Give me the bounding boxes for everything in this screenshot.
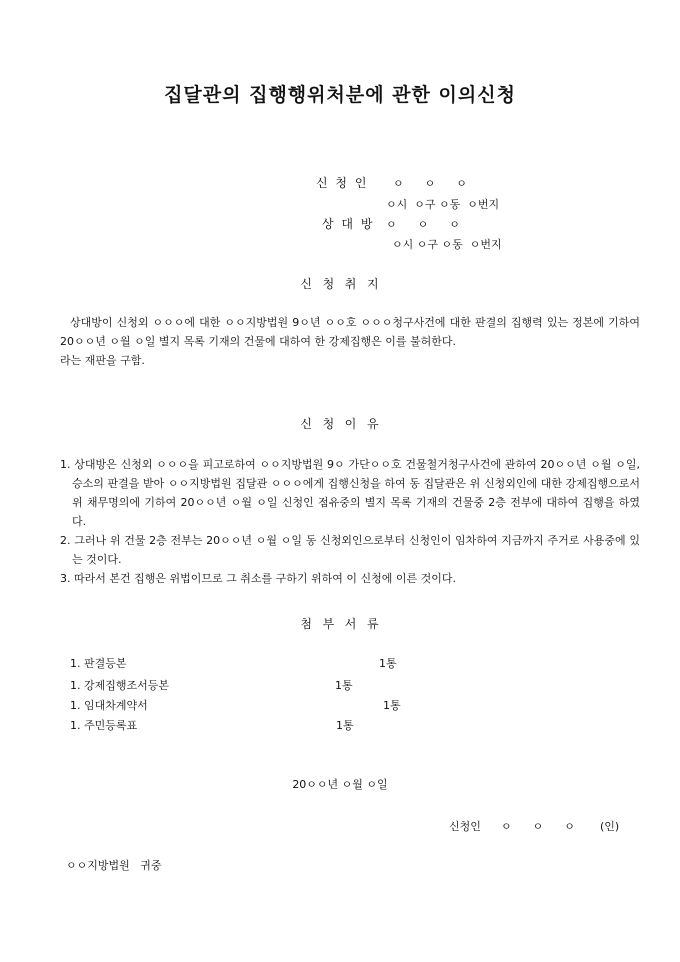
attachment-name: 1. 판결등본 (70, 657, 127, 670)
purpose-paragraph: 상대방이 신청외 ㅇㅇㅇ에 대한 ㅇㅇ지방법원 9ㅇ년 ㅇㅇ호 ㅇㅇㅇ청구사건에 대한 판결의 집행력 있는 정본에 기하여 20ㅇㅇ년 ㅇ월 ㅇ일 별지 목록 기재의 건물에 대하여 한 강제집행은 이를 불허한다. (60, 316, 640, 348)
reasons-heading: 신 청 이 유 (300, 417, 380, 431)
purpose-body (60, 313, 640, 370)
attachment-name: 1. 주민등록표 (70, 719, 138, 732)
applicant-address: ㅇ시 ㅇ구 ㅇ동 ㅇ번지 (386, 198, 500, 211)
respondent-name: ㅇ ㅇ ㅇ (386, 218, 460, 231)
reasons-body (60, 455, 640, 588)
purpose-heading: 신 청 취 지 (300, 277, 380, 291)
attachment-count: 1통 (383, 699, 401, 712)
attachment-name: 1. 임대차계약서 (70, 699, 148, 712)
recipient-court: ㅇㅇ지방법원 귀중 (66, 859, 162, 872)
attachment-count: 1통 (336, 719, 354, 732)
seal-mark: (인) (600, 820, 620, 833)
reason-item: 2. 그러나 위 건물 2층 전부는 20ㅇㅇ년 ㅇ월 ㅇ일 동 신청외인으로부터 신청인이 임차하여 지금까지 주거로 사용중에 있는 것이다. (60, 534, 640, 566)
attachment-count: 1통 (379, 657, 397, 670)
attachments-heading: 첨 부 서 류 (300, 617, 380, 631)
document-date: 20ㅇㅇ년 ㅇ월 ㅇ일 (292, 778, 388, 791)
reason-item: 1. 상대방은 신청외 ㅇㅇㅇ을 피고로하여 ㅇㅇ지방법원 9ㅇ 가단ㅇㅇ호 건물철거청구사건에 관하여 20ㅇㅇ년 ㅇ월 ㅇ일, 승소의 판결을 받아 ㅇㅇ지방법원 집달관 ㅇㅇㅇ에게 집행신청을 하여 동 집달관은 위 신청외인에 대한 강제집행으로서 위 채무명의에 기하여 20ㅇㅇ년 ㅇ월 ㅇ일 신청인 점유중의 별지 목록 기재의 건물중 2층 전부에 대하여 집행을 하였다. (60, 458, 640, 528)
applicant-label: 신 청 인 (316, 176, 369, 190)
signature-name: ㅇ ㅇ ㅇ (501, 820, 575, 833)
attachment-count: 1통 (335, 679, 353, 692)
document-title: 집달관의 집행행위처분에 관한 이의신청 (164, 84, 516, 106)
attachment-name: 1. 강제집행조서등본 (70, 679, 169, 692)
reason-item: 3. 따라서 본건 집행은 위법이므로 그 취소를 구하기 위하여 이 신청에 이른 것이다. (60, 572, 456, 585)
signature-label: 신청인 (449, 820, 481, 833)
applicant-name: ㅇ ㅇ ㅇ (393, 177, 467, 190)
respondent-address: ㅇ시 ㅇ구 ㅇ동 ㅇ번지 (392, 238, 502, 251)
respondent-label: 상 대 방 (322, 217, 375, 231)
purpose-paragraph: 라는 재판을 구함. (60, 354, 145, 367)
